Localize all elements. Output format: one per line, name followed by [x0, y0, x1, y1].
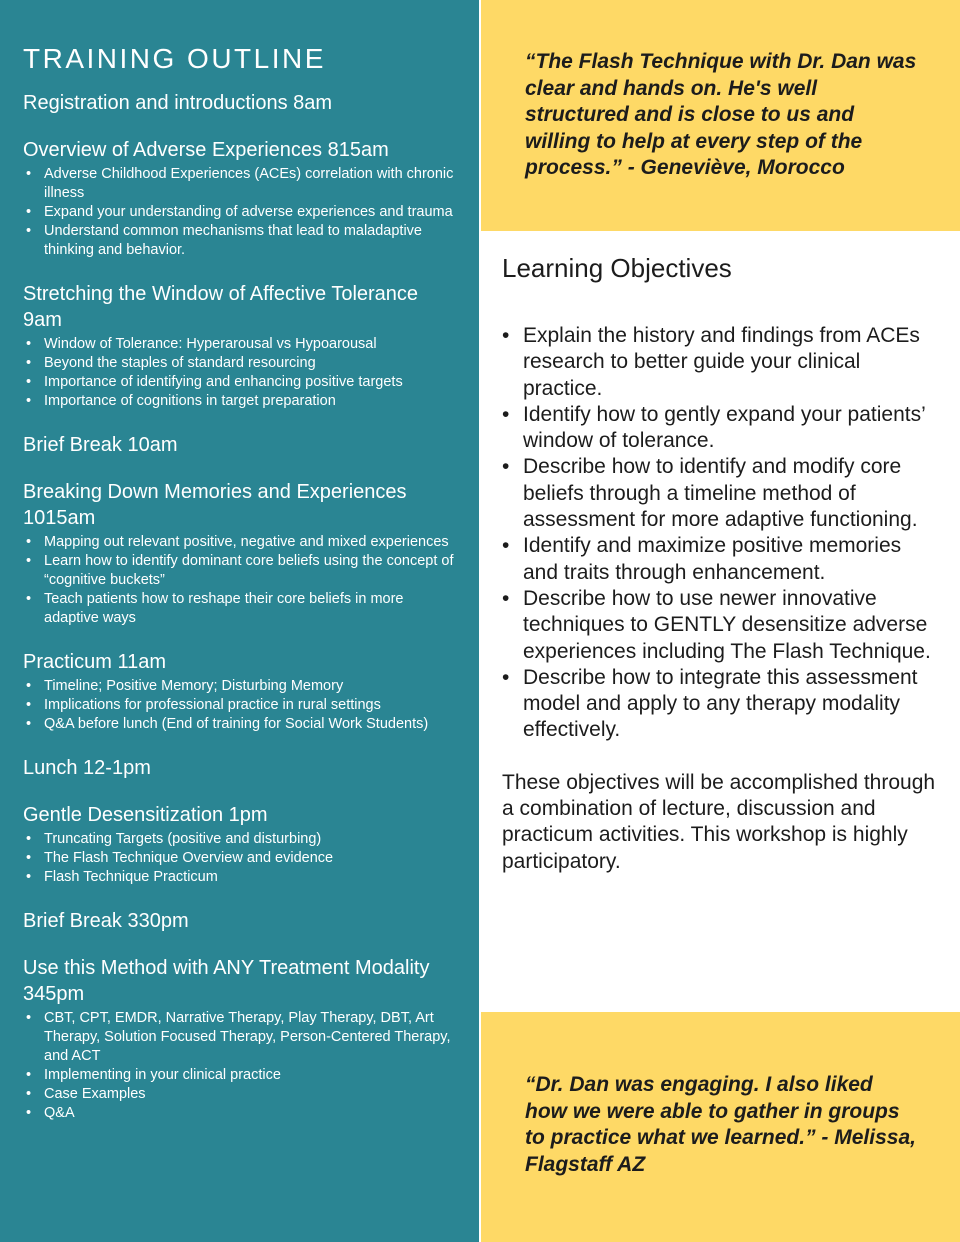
testimonial-top-text [525, 49, 920, 182]
outline-section [23, 137, 461, 260]
outline-section-title: Breaking Down Memories and Experiences 1015am [23, 481, 407, 529]
outline-bullet-item: • CBT, CPT, EMDR, Narrative Therapy, Play Therapy, DBT, Art Therapy, Solution Focused Therapy, Person-Centered Therapy, and ACT [44, 1009, 461, 1066]
outline-bullet-item: • Q&A [44, 1104, 461, 1123]
outline-section [23, 479, 461, 628]
testimonial-bottom-attribution: - Melissa, Flagstaff AZ [525, 1126, 916, 1176]
outline-section-title: Registration and introductions 8am [23, 92, 333, 114]
outline-bullet-item: • Timeline; Positive Memory; Disturbing Memory [44, 677, 461, 696]
testimonial-top [481, 0, 960, 231]
outline-section-title: Use this Method with ANY Treatment Modality 345pm [23, 957, 430, 1005]
outline-section [23, 90, 461, 116]
outline-section-title: Gentle Desensitization 1pm [23, 804, 268, 826]
outline-section-title: Stretching the Window of Affective Tolerance 9am [23, 283, 419, 331]
learning-objectives-title: Learning Objectives [502, 253, 732, 283]
outline-section [23, 908, 461, 934]
outline-bullet-item: • Understand common mechanisms that lead to maladaptive thinking and behavior. [44, 222, 461, 260]
outline-bullet-list [23, 165, 461, 260]
outline-bullet-item: • Importance of cognitions in target preparation [44, 392, 461, 411]
testimonial-top-attribution: - Geneviève, Morocco [621, 156, 845, 179]
outline-section-title: Overview of Adverse Experiences 815am [23, 139, 389, 161]
outline-bullet-item: • Implementing in your clinical practice [44, 1066, 461, 1085]
outline-section-title: Lunch 12-1pm [23, 757, 151, 779]
outline-section-title: Brief Break 330pm [23, 910, 189, 932]
outline-bullet-item: • Teach patients how to reshape their core beliefs in more adaptive ways [44, 590, 461, 628]
outline-bullet-item: • Importance of identifying and enhancing positive targets [44, 373, 461, 392]
testimonial-bottom [481, 1012, 960, 1242]
outline-section [23, 649, 461, 734]
outline-bullet-item: • Window of Tolerance: Hyperarousal vs Hypoarousal [44, 335, 461, 354]
outline-section [23, 432, 461, 458]
outline-bullet-list [23, 1009, 461, 1123]
outline-section-title: Brief Break 10am [23, 434, 178, 456]
outline-section [23, 755, 461, 781]
outline-bullet-list [23, 830, 461, 887]
objectives-closing-text: These objectives will be accomplished through a combination of lecture, discussion and practicum activities. This workshop is highly participatory. [502, 770, 936, 873]
outline-bullet-item: • Flash Technique Practicum [44, 868, 461, 887]
outline-section [23, 281, 461, 411]
outline-section [23, 802, 461, 887]
learning-objective-item: • Explain the history and findings from ACEs research to better guide your clinical practice. [523, 323, 940, 402]
learning-objectives-panel [481, 231, 960, 1012]
outline-bullet-item: • Mapping out relevant positive, negative and mixed experiences [44, 533, 461, 552]
learning-objective-item: • Identify how to gently expand your patients’ window of tolerance. [523, 402, 940, 455]
outline-title: TRAINING OUTLINE [23, 43, 326, 74]
outline-bullet-list [23, 335, 461, 411]
outline-bullet-item: • Expand your understanding of adverse experiences and trauma [44, 203, 461, 222]
outline-bullet-item: • Adverse Childhood Experiences (ACEs) correlation with chronic illness [44, 165, 461, 203]
learning-objective-item: • Describe how to integrate this assessment model and apply to any therapy modality effectively. [523, 665, 940, 744]
testimonial-top-quote: “The Flash Technique with Dr. Dan was clear and hands on. He's well structured and is close to us and willing to help at every step of the process.” [525, 50, 917, 179]
outline-sections [23, 90, 461, 1123]
outline-bullet-item: • Case Examples [44, 1085, 461, 1104]
learning-objectives-list [502, 323, 940, 744]
outline-bullet-item: • The Flash Technique Overview and evidence [44, 849, 461, 868]
learning-objective-item: • Describe how to use newer innovative techniques to GENTLY desensitize adverse experiences including The Flash Technique. [523, 586, 940, 665]
training-outline-panel [0, 0, 479, 1242]
testimonial-bottom-text [525, 1072, 920, 1178]
outline-bullet-item: • Learn how to identify dominant core beliefs using the concept of “cognitive buckets” [44, 552, 461, 590]
outline-bullet-item: • Beyond the staples of standard resourcing [44, 354, 461, 373]
outline-bullet-item: • Truncating Targets (positive and disturbing) [44, 830, 461, 849]
outline-bullet-item: • Q&A before lunch (End of training for Social Work Students) [44, 715, 461, 734]
outline-section [23, 955, 461, 1123]
outline-bullet-list [23, 677, 461, 734]
learning-objective-item: • Identify and maximize positive memories and traits through enhancement. [523, 533, 940, 586]
outline-bullet-item: • Implications for professional practice in rural settings [44, 696, 461, 715]
testimonial-bottom-quote: “Dr. Dan was engaging. I also liked how we were able to gather in groups to practice what we learned.” [525, 1073, 900, 1149]
outline-section-title: Practicum 11am [23, 651, 167, 673]
outline-bullet-list [23, 533, 461, 628]
learning-objective-item: • Describe how to identify and modify core beliefs through a timeline method of assessment for more adaptive functioning. [523, 454, 940, 533]
